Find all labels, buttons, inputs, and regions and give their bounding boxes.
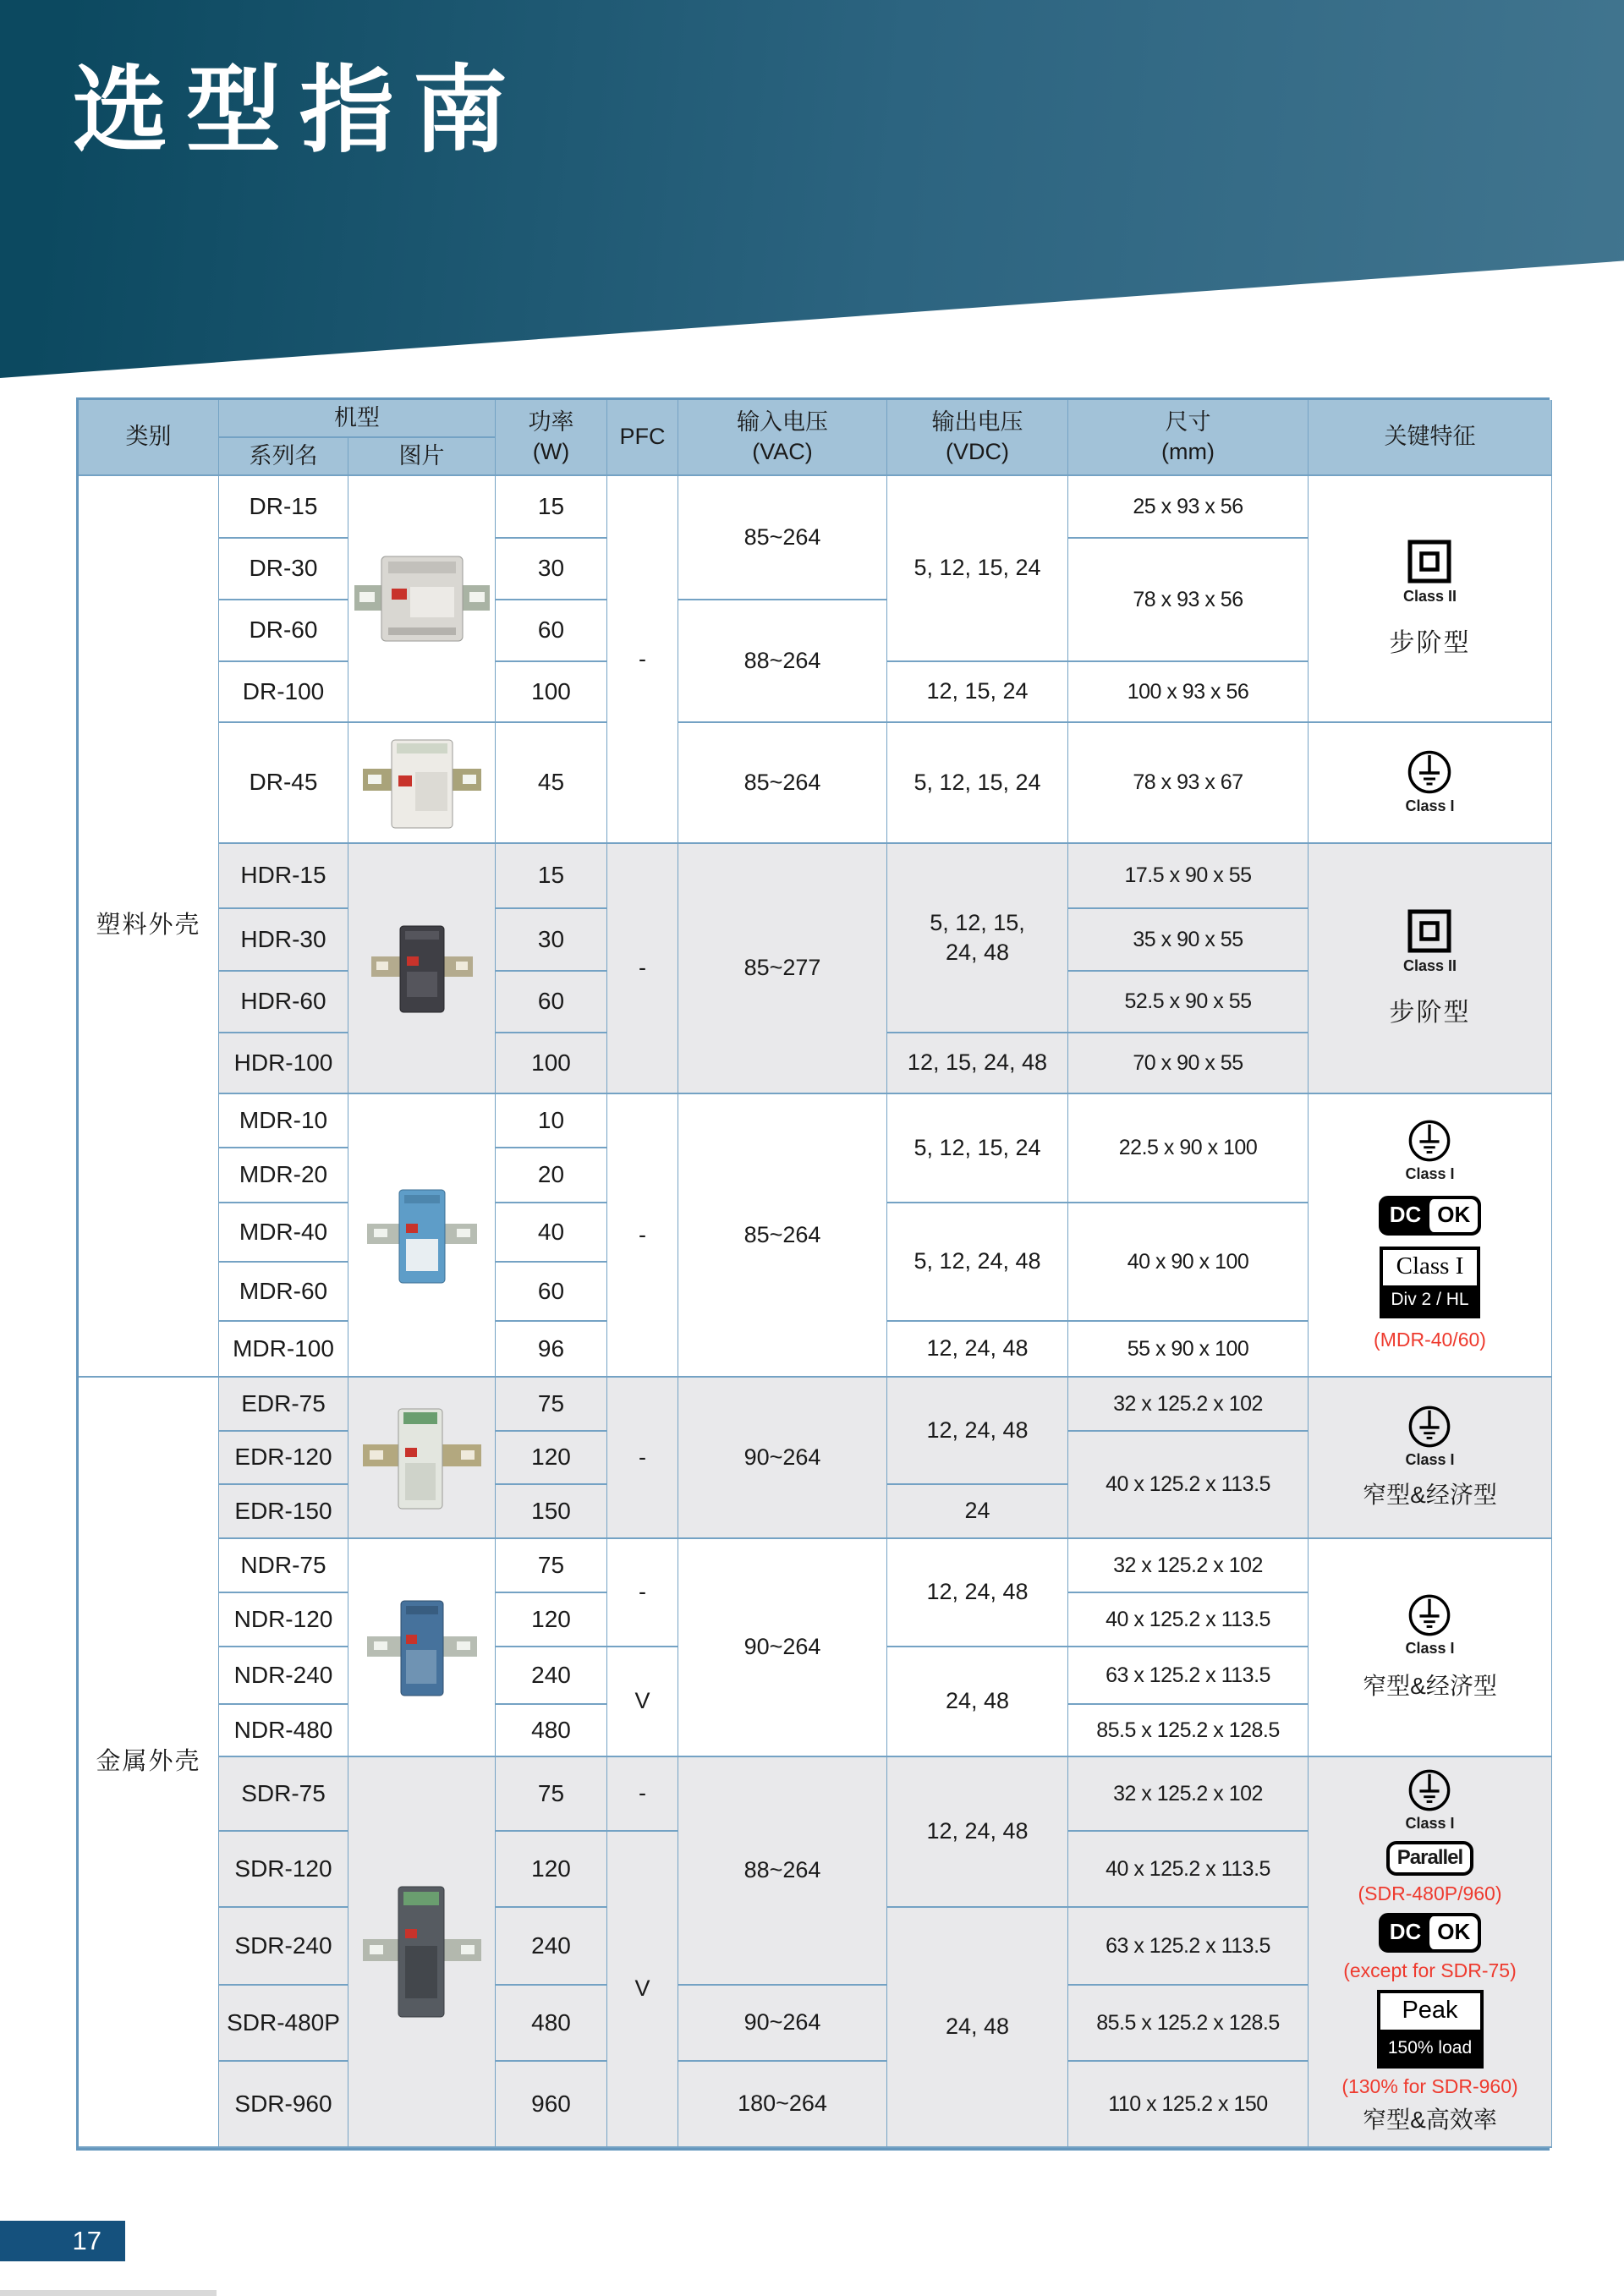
series-hdr-30: HDR-30 (219, 909, 348, 972)
header-power-line1: 功率 (528, 408, 574, 435)
dims-ndr-75: 32 x 125.2 x 102 (1068, 1539, 1309, 1593)
class1-icon-block (1405, 1405, 1454, 1470)
class1-label: Class I (1405, 1640, 1455, 1658)
series-ndr-120: NDR-120 (219, 1593, 348, 1647)
page-number-box (0, 2221, 125, 2261)
pfc-sdr-high: V (607, 1832, 678, 2148)
input-dr-15-30: 85~264 (678, 476, 887, 600)
input-dr-45: 85~264 (678, 723, 887, 844)
pfc-ndr-low: - (607, 1539, 678, 1647)
power-sdr-960: 960 (496, 2062, 607, 2148)
dc-ok-badge (1379, 1196, 1482, 1236)
series-sdr-120: SDR-120 (219, 1832, 348, 1908)
class1-div2-badge (1380, 1247, 1481, 1318)
series-mdr-100: MDR-100 (219, 1322, 348, 1378)
psu-photo-dr45 (363, 733, 481, 833)
series-dr-100: DR-100 (219, 662, 348, 723)
feature-step-type: 步阶型 (1389, 999, 1471, 1027)
header-input (678, 400, 887, 476)
header-series: 系列名 (219, 438, 348, 476)
power-hdr-15: 15 (496, 844, 607, 909)
features-dr45 (1309, 723, 1552, 844)
header-features: 关键特征 (1309, 400, 1552, 476)
output-dr-45: 5, 12, 15, 24 (887, 723, 1068, 844)
mdr-note: (MDR-40/60) (1374, 1329, 1486, 1351)
series-ndr-480: NDR-480 (219, 1705, 348, 1757)
psu-photo-ndr (367, 1594, 477, 1701)
dims-sdr-480p: 85.5 x 125.2 x 128.5 (1068, 1986, 1309, 2062)
input-hdr: 85~277 (678, 844, 887, 1094)
class1-icon-block (1405, 1119, 1454, 1184)
input-edr: 90~264 (678, 1378, 887, 1539)
header-power-line2: (W) (532, 439, 570, 464)
class1-label: Class I (1405, 797, 1455, 814)
header-pfc: PFC (607, 400, 678, 476)
dims-sdr-75: 32 x 125.2 x 102 (1068, 1757, 1309, 1832)
header-dims-line1: 尺寸 (1165, 408, 1211, 435)
class1-div2-top (1383, 1250, 1478, 1285)
peak-note: (130% for SDR-960) (1341, 2074, 1518, 2097)
class2-label: Class II (1402, 956, 1457, 974)
ok-label: OK (1427, 1916, 1478, 1950)
power-dr-45: 45 (496, 723, 607, 844)
series-mdr-60: MDR-60 (219, 1263, 348, 1322)
series-sdr-75: SDR-75 (219, 1757, 348, 1832)
features-mdr (1309, 1094, 1552, 1378)
class1-label: Class I (1405, 1814, 1455, 1832)
series-hdr-100: HDR-100 (219, 1033, 348, 1094)
product-image-ndr (348, 1539, 496, 1757)
output-dr-100: 12, 15, 24 (887, 662, 1068, 723)
parallel-badge: Parallel (1386, 1841, 1473, 1876)
ok-label: OK (1427, 1199, 1478, 1233)
series-sdr-960: SDR-960 (219, 2062, 348, 2148)
series-edr-150: EDR-150 (219, 1485, 348, 1539)
dims-sdr-120: 40 x 125.2 x 113.5 (1068, 1832, 1309, 1908)
features-ndr (1309, 1539, 1552, 1757)
psu-photo-sdr (363, 1880, 481, 2024)
series-mdr-20: MDR-20 (219, 1148, 348, 1203)
header-output-line1: 输出电压 (931, 408, 1023, 435)
header-dims (1068, 400, 1309, 476)
feature-narrow-economic: 窄型&经济型 (1363, 1672, 1497, 1699)
dims-hdr-60: 52.5 x 90 x 55 (1068, 972, 1309, 1033)
power-dr-100: 100 (496, 662, 607, 723)
series-mdr-40: MDR-40 (219, 1203, 348, 1263)
page-title: 选型指南 (73, 58, 526, 163)
dims-dr-15: 25 x 93 x 56 (1068, 476, 1309, 539)
dims-mdr-40-60: 40 x 90 x 100 (1068, 1203, 1309, 1322)
header-input-line1: 输入电压 (737, 408, 828, 435)
pfc-hdr: - (607, 844, 678, 1094)
dims-dr-100: 100 x 93 x 56 (1068, 662, 1309, 723)
product-image-dr45 (348, 723, 496, 844)
power-sdr-120: 120 (496, 1832, 607, 1908)
div2-hl-label: Div 2 / HL (1383, 1285, 1478, 1315)
power-hdr-100: 100 (496, 1033, 607, 1094)
dims-ndr-480: 85.5 x 125.2 x 128.5 (1068, 1705, 1309, 1757)
input-dr-60-100: 88~264 (678, 600, 887, 723)
series-sdr-240: SDR-240 (219, 1908, 348, 1986)
dims-sdr-240: 63 x 125.2 x 113.5 (1068, 1908, 1309, 1986)
features-dr (1309, 476, 1552, 723)
pfc-ndr-high: V (607, 1647, 678, 1757)
power-ndr-480: 480 (496, 1705, 607, 1757)
features-hdr (1309, 844, 1552, 1094)
power-sdr-480p: 480 (496, 1986, 607, 2062)
power-sdr-240: 240 (496, 1908, 607, 1986)
header-model: 机型 (219, 400, 496, 438)
power-hdr-60: 60 (496, 972, 607, 1033)
input-sdr-960: 180~264 (678, 2062, 887, 2148)
feature-step-type: 步阶型 (1389, 629, 1471, 658)
series-hdr-15: HDR-15 (219, 844, 348, 909)
series-dr-30: DR-30 (219, 539, 348, 600)
dims-edr-120-150: 40 x 125.2 x 113.5 (1068, 1432, 1309, 1539)
class1-icon-block (1405, 1593, 1454, 1658)
power-ndr-120: 120 (496, 1593, 607, 1647)
input-sdr-480p: 90~264 (678, 1986, 887, 2062)
power-ndr-75: 75 (496, 1539, 607, 1593)
product-image-mdr (348, 1094, 496, 1378)
features-sdr (1309, 1757, 1552, 2148)
dims-edr-75: 32 x 125.2 x 102 (1068, 1378, 1309, 1432)
selection-guide-table (76, 397, 1550, 2151)
dims-hdr-100: 70 x 90 x 55 (1068, 1033, 1309, 1094)
product-image-edr (348, 1378, 496, 1539)
class2-icon-block (1403, 538, 1457, 606)
output-mdr-40-60: 5, 12, 24, 48 (887, 1203, 1068, 1322)
dc-label: DC (1382, 1916, 1428, 1950)
peak-load-badge (1377, 1990, 1484, 2069)
header-picture: 图片 (348, 438, 496, 476)
class1-div2-label: Class I (1396, 1252, 1464, 1280)
header-category: 类别 (79, 400, 219, 476)
category-metal-case: 金属外壳 (79, 1378, 219, 2148)
header-dims-line2: (mm) (1161, 439, 1215, 464)
class1-icon (1407, 1405, 1451, 1449)
dcok-note: (except for SDR-75) (1343, 1959, 1517, 1982)
psu-photo-hdr (371, 919, 473, 1017)
power-mdr-10: 10 (496, 1094, 607, 1148)
class1-icon (1407, 1119, 1451, 1163)
series-ndr-75: NDR-75 (219, 1539, 348, 1593)
dims-mdr-10-20: 22.5 x 90 x 100 (1068, 1094, 1309, 1203)
power-mdr-100: 96 (496, 1322, 607, 1378)
output-sdr-240-960: 24, 48 (887, 1908, 1068, 2148)
power-ndr-240: 240 (496, 1647, 607, 1705)
class2-label: Class II (1402, 587, 1457, 605)
header-output-line2: (VDC) (946, 439, 1009, 464)
output-edr-150: 24 (887, 1485, 1068, 1539)
output-mdr-10-20: 5, 12, 15, 24 (887, 1094, 1068, 1203)
dims-mdr-100: 55 x 90 x 100 (1068, 1322, 1309, 1378)
product-image-hdr (348, 844, 496, 1094)
pfc-dr: - (607, 476, 678, 844)
output-dr-15-60: 5, 12, 15, 24 (887, 476, 1068, 662)
output-sdr-75-120: 12, 24, 48 (887, 1757, 1068, 1908)
class2-icon (1406, 907, 1453, 955)
power-dr-30: 30 (496, 539, 607, 600)
dims-ndr-240: 63 x 125.2 x 113.5 (1068, 1647, 1309, 1705)
class1-icon (1407, 1768, 1451, 1812)
class1-icon (1407, 749, 1452, 795)
class1-icon (1407, 1593, 1451, 1637)
output-hdr-15-60 (887, 844, 1068, 1033)
pfc-mdr: - (607, 1094, 678, 1378)
dc-ok-badge (1379, 1913, 1482, 1954)
class2-icon (1406, 538, 1453, 585)
page-number: 17 (72, 2226, 102, 2255)
peak-label: Peak (1380, 1993, 1480, 2034)
power-sdr-75: 75 (496, 1757, 607, 1832)
class1-label: Class I (1405, 1450, 1455, 1468)
input-ndr: 90~264 (678, 1539, 887, 1757)
output-edr-75-120: 12, 24, 48 (887, 1378, 1068, 1485)
pfc-sdr-75: - (607, 1757, 678, 1832)
dims-sdr-960: 110 x 125.2 x 150 (1068, 2062, 1309, 2148)
psu-photo-mdr (367, 1185, 477, 1286)
output-ndr-75-120: 12, 24, 48 (887, 1539, 1068, 1647)
series-edr-120: EDR-120 (219, 1432, 348, 1485)
header-power (496, 400, 607, 476)
category-plastic-case: 塑料外壳 (79, 476, 219, 1378)
parallel-note: (SDR-480P/960) (1358, 1882, 1502, 1905)
series-hdr-60: HDR-60 (219, 972, 348, 1033)
features-edr (1309, 1378, 1552, 1539)
series-dr-45: DR-45 (219, 723, 348, 844)
power-edr-120: 120 (496, 1432, 607, 1485)
power-dr-15: 15 (496, 476, 607, 539)
bottom-strip (0, 2290, 217, 2296)
series-dr-15: DR-15 (219, 476, 348, 539)
psu-photo-edr (363, 1404, 481, 1512)
input-sdr-75-240: 88~264 (678, 1757, 887, 1986)
series-mdr-10: MDR-10 (219, 1094, 348, 1148)
class1-icon-block (1405, 749, 1454, 816)
output-hdr-100: 12, 15, 24, 48 (887, 1033, 1068, 1094)
output-mdr-100: 12, 24, 48 (887, 1322, 1068, 1378)
power-edr-150: 150 (496, 1485, 607, 1539)
class1-icon-block (1405, 1768, 1454, 1833)
series-sdr-480p: SDR-480P (219, 1986, 348, 2062)
power-mdr-20: 20 (496, 1148, 607, 1203)
header-input-line2: (VAC) (752, 439, 813, 464)
class1-label: Class I (1405, 1165, 1455, 1183)
dims-hdr-30: 35 x 90 x 55 (1068, 909, 1309, 972)
series-edr-75: EDR-75 (219, 1378, 348, 1432)
series-dr-60: DR-60 (219, 600, 348, 662)
dims-dr-45: 78 x 93 x 67 (1068, 723, 1309, 844)
peak-load-label: 150% load (1380, 2033, 1480, 2064)
dims-hdr-15: 17.5 x 90 x 55 (1068, 844, 1309, 909)
feature-narrow-economic: 窄型&经济型 (1363, 1482, 1497, 1508)
dc-label: DC (1382, 1199, 1428, 1233)
power-mdr-60: 60 (496, 1263, 607, 1322)
power-dr-60: 60 (496, 600, 607, 662)
class2-icon-block (1403, 907, 1457, 976)
product-image-sdr (348, 1757, 496, 2148)
output-ndr-240-480: 24, 48 (887, 1647, 1068, 1757)
power-hdr-30: 30 (496, 909, 607, 972)
output-hdr-15-60-value: 5, 12, 15, 24, 48 (930, 909, 1025, 965)
psu-photo-dr (354, 551, 490, 646)
pfc-edr: - (607, 1378, 678, 1539)
dims-ndr-120: 40 x 125.2 x 113.5 (1068, 1593, 1309, 1647)
power-mdr-40: 40 (496, 1203, 607, 1263)
header-output (887, 400, 1068, 476)
product-image-dr (348, 476, 496, 723)
dims-dr-30-60: 78 x 93 x 56 (1068, 539, 1309, 662)
feature-narrow-high-efficiency: 窄型&高效率 (1363, 2106, 1497, 2133)
series-ndr-240: NDR-240 (219, 1647, 348, 1705)
input-mdr: 85~264 (678, 1094, 887, 1378)
power-edr-75: 75 (496, 1378, 607, 1432)
